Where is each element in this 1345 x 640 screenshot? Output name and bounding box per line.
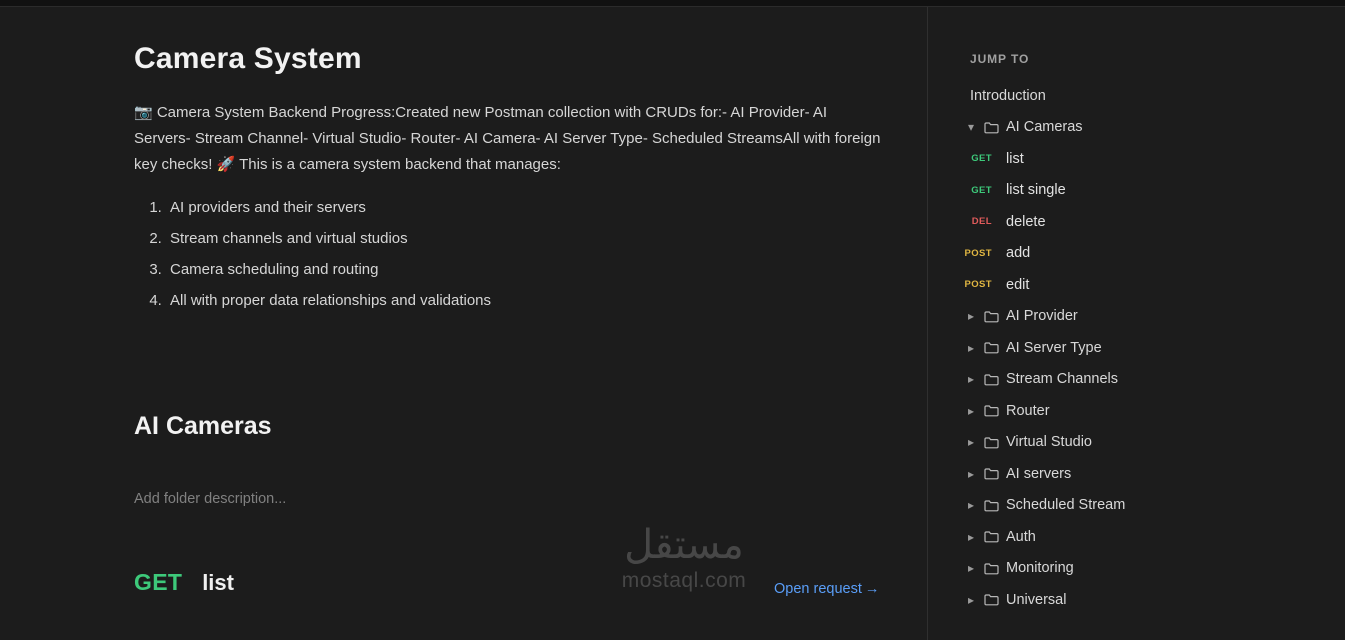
jump-endpoint-edit[interactable] [928,269,1345,301]
jump-to-heading: JUMP TO [970,52,1030,66]
jump-folder-scheduled-stream[interactable] [928,490,1345,522]
jump-folder-label: Auth [1006,528,1036,545]
jump-folder-router[interactable] [928,395,1345,427]
jump-folder-virtual-studio[interactable] [928,427,1345,459]
folder-icon [984,593,1006,606]
method-badge: GET [971,184,992,196]
method-badge: POST [964,279,992,291]
jump-folder-label: Router [1006,402,1050,419]
page-title: Camera System [134,42,362,75]
endpoint-label: list [1006,150,1024,167]
list-item: 2. Stream channels and virtual studios [166,223,887,254]
folder-icon [984,373,1006,386]
method-badge: POST [964,247,992,259]
folder-icon [984,467,1006,480]
jump-endpoint-list[interactable] [928,143,1345,175]
folder-icon [984,341,1006,354]
chevron-right-icon[interactable] [968,372,984,386]
jump-folder-ai-servers[interactable] [928,458,1345,490]
endpoint-label: list single [1006,182,1066,199]
jump-folder-ai-server-type[interactable] [928,332,1345,364]
request-method-badge: GET [134,569,183,595]
chevron-right-icon[interactable] [968,498,984,512]
folder-icon [984,436,1006,449]
jump-folder-ai-provider[interactable] [928,301,1345,333]
chevron-right-icon[interactable] [968,309,984,323]
jump-to-panel [927,0,1345,640]
arrow-right-icon: → [864,581,880,597]
list-item: 1. AI providers and their servers [166,192,887,223]
chevron-right-icon[interactable] [968,530,984,544]
watermark-arabic-text: مستقل [624,522,744,568]
request-name: list [202,570,234,595]
jump-folder-label: Scheduled Stream [1006,497,1126,514]
documentation-content [112,0,927,640]
folder-icon [984,404,1006,417]
left-gutter [0,0,112,640]
jump-folder-label: Universal [1006,591,1067,608]
jump-endpoint-delete[interactable] [928,206,1345,238]
folder-icon [984,121,1006,134]
jump-folder-monitoring[interactable] [928,553,1345,585]
chevron-right-icon[interactable] [968,593,984,607]
jump-item-label: Introduction [970,87,1046,104]
list-item: 3. Camera scheduling and routing [166,254,887,285]
folder-description-placeholder[interactable]: Add folder description... [134,491,287,507]
jump-folder-label: AI Provider [1006,308,1078,325]
list-item: 4. All with proper data relationships and validations [166,285,887,316]
chevron-right-icon[interactable] [968,435,984,449]
endpoint-label: add [1006,245,1031,262]
jump-folder-stream-channels[interactable] [928,364,1345,396]
endpoint-label: edit [1006,276,1030,293]
method-badge: DEL [971,216,992,228]
jump-endpoint-list-single[interactable] [928,175,1345,207]
chevron-down-icon[interactable] [968,120,984,134]
open-request-link[interactable] [774,581,879,597]
folder-icon [984,562,1006,575]
chevron-right-icon[interactable] [968,341,984,355]
jump-folder-universal[interactable] [928,584,1345,616]
watermark-latin-text: mostaql.com [621,569,747,592]
chevron-right-icon[interactable] [968,467,984,481]
jump-folder-label: AI Cameras [1006,119,1083,136]
folder-heading: AI Cameras [134,412,272,440]
endpoint-label: delete [1006,213,1046,230]
chevron-right-icon[interactable] [968,561,984,575]
jump-folder-label: Virtual Studio [1006,434,1092,451]
jump-folder-label: Monitoring [1006,560,1074,577]
jump-folder-label: AI servers [1006,465,1072,482]
jump-folder-ai-cameras[interactable] [928,112,1345,144]
folder-icon [984,499,1006,512]
jump-endpoint-add[interactable] [928,238,1345,270]
jump-folder-label: AI Server Type [1006,339,1102,356]
introduction-paragraph: 📷 Camera System Backend Progress:Created new Postman collection with CRUDs for:- AI Provider- AI Servers- Stream Channel- Virtual Studio- Router- AI Camera- AI Server Type- Scheduled StreamsAll with foreign key checks! 🚀 This is a camera system backend that manages: [134,104,881,173]
request-entry [134,569,887,599]
jump-folder-label: Stream Channels [1006,371,1119,388]
open-request-label: Open request [774,581,862,597]
folder-icon [984,310,1006,323]
jump-folder-auth[interactable] [928,521,1345,553]
folder-icon [984,530,1006,543]
jump-item-introduction[interactable] [928,80,1345,112]
chevron-right-icon[interactable] [968,404,984,418]
features-list [134,192,887,316]
method-badge: GET [971,153,992,165]
